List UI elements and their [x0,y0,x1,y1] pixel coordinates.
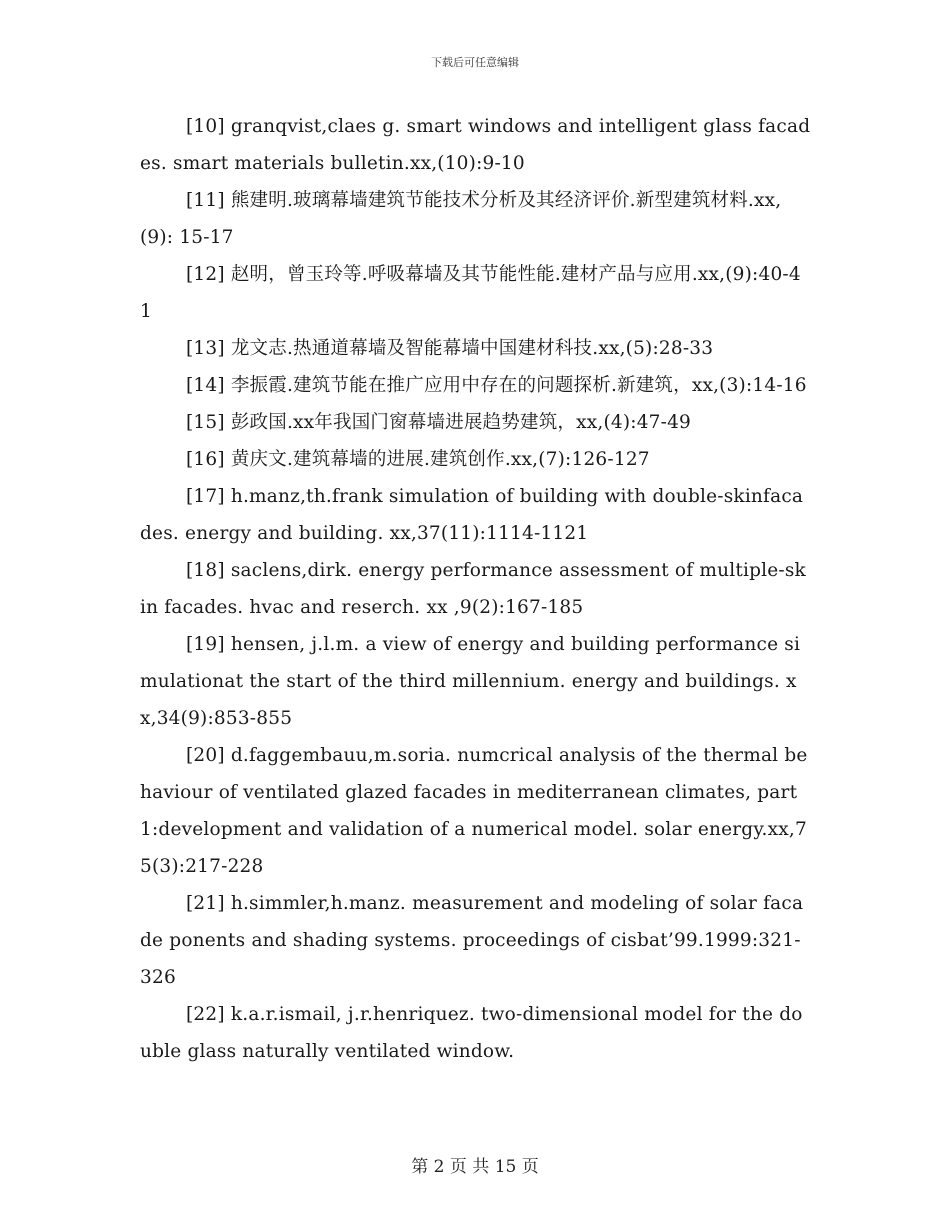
reference-item-16: [16] 黄庆文.建筑幕墙的进展.建筑创作.xx,(7):126-127 [186,449,650,470]
page-number: 第 2 页 共 15 页 [411,1157,539,1177]
reference-item-15: [15] 彭政国.xx年我国门窗幕墙进展趋势建筑，xx,(4):47-49 [186,412,692,433]
reference-item-12: [12] 赵明，曾玉玲等.呼吸幕墙及其节能性能.建材产品与应用.xx,(9):40-41 [140,264,801,322]
reference-item-19: [19] hensen, j.l.m. a view of energy and building performance simulationat the start of the third millennium. energy and buildings. xx,34(9):853-855 [140,634,801,729]
page-header: 下载后可任意编辑 [431,56,519,69]
reference-item-21: [21] h.simmler,h.manz. measurement and modeling of solar facade ponents and shading systems. proceedings of cisbat’99.1999:321-326 [140,893,804,988]
reference-list [140,108,812,1070]
reference-item-11: [11] 熊建明.玻璃幕墙建筑节能技术分析及其经济评价.新型建筑材料.xx,(9): 15-17 [140,190,782,248]
reference-item-17: [17] h.manz,th.frank simulation of building with double-skinfacades. energy and building. xx,37(11):1114-1121 [140,486,804,544]
reference-item-20: [20] d.faggembauu,m.soria. numcrical analysis of the thermal behaviour of ventilated glazed facades in mediterranean climates, part1:development and validation of a numerical model. solar energy.xx,75(3):217-228 [140,745,808,877]
reference-item-10: [10] granqvist,claes g. smart windows and intelligent glass facades. smart materials bulletin.xx,(10):9-10 [140,116,811,174]
reference-item-22: [22] k.a.r.ismail, j.r.henriquez. two-dimensional model for the double glass naturally ventilated window. [140,1004,803,1062]
reference-item-18: [18] saclens,dirk. energy performance assessment of multiple-skin facades. hvac and reserch. xx ,9(2):167-185 [140,560,806,618]
reference-item-14: [14] 李振霞.建筑节能在推广应用中存在的问题探析.新建筑，xx,(3):14-16 [186,375,807,396]
reference-item-13: [13] 龙文志.热通道幕墙及智能幕墙中国建材科技.xx,(5):28-33 [186,338,714,359]
